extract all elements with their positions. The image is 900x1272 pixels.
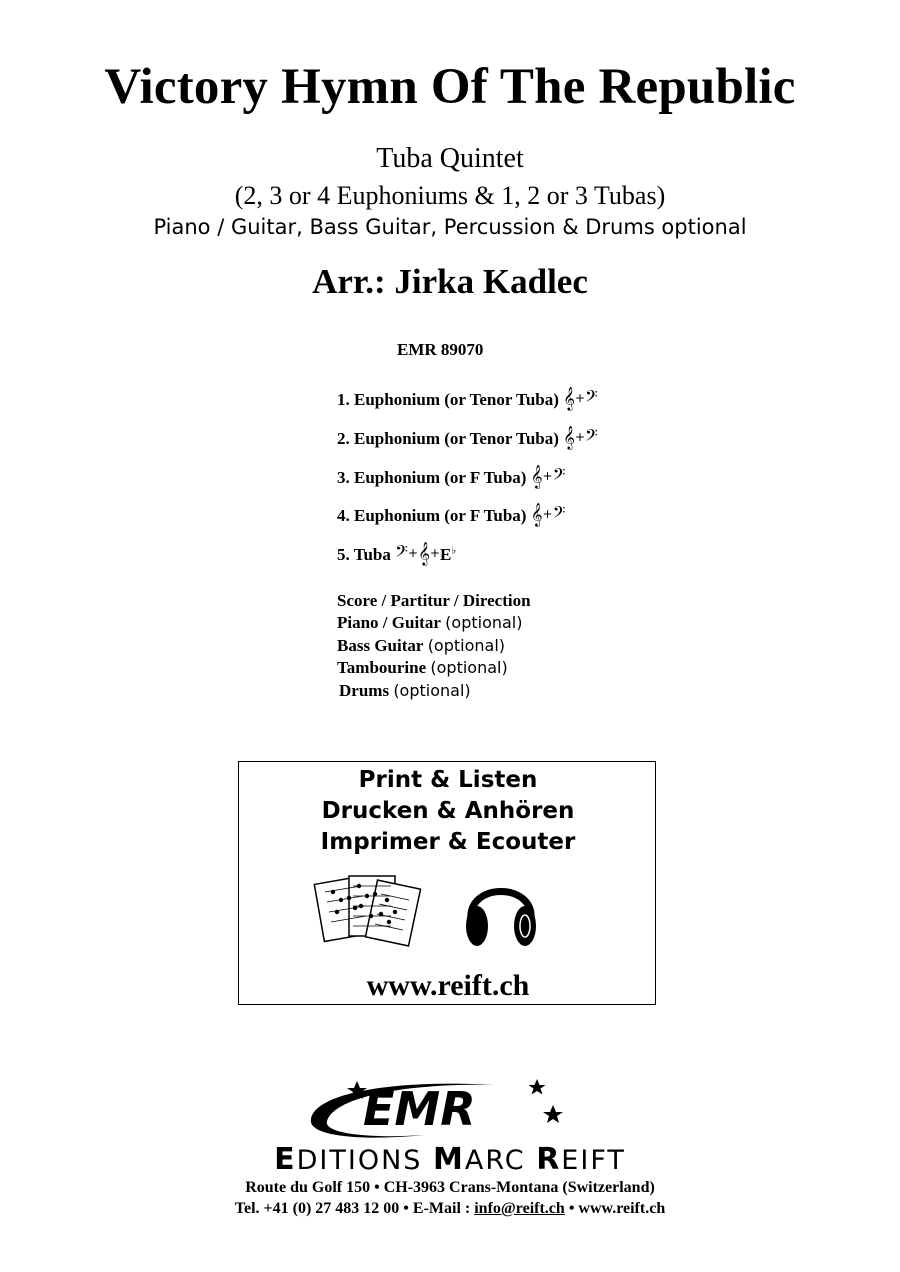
promo-line-german: Drucken & Anhören [321,798,575,824]
promo-line-english: Print & Listen [358,767,538,793]
part-item [337,502,565,526]
treble-clef-icon: 𝄞 [563,386,575,410]
bass-clef-icon: 𝄢 [395,541,409,565]
promo-line-french: Imprimer & Ecouter [320,829,576,855]
website-link[interactable]: www.reift.ch [366,969,530,1002]
plus-sign: + [408,546,419,560]
e-flat-label: E♭ [439,545,457,564]
extra-note: (optional) [427,636,506,655]
publisher-address: Route du Golf 150 • CH-3963 Crans-Montana (Switzerland) [245,1179,655,1196]
extra-item [337,636,505,656]
extra-label: Drums [339,681,390,700]
ensemble-subtitle: Tuba Quintet [376,143,524,174]
part-label: 4. Euphonium (or F Tuba) [337,506,527,525]
part-label: 2. Euphonium (or Tenor Tuba) [337,429,559,448]
bass-clef-icon: 𝄢 [552,464,566,488]
web-suffix: • www.reift.ch [564,1200,666,1217]
part-item [337,541,456,565]
optional-instruments-line: Piano / Guitar, Bass Guitar, Percussion & Drums optional [153,215,747,239]
publisher-contact [0,1200,900,1218]
part-item [337,464,565,488]
extra-label: Tambourine [337,658,427,677]
emr-logo [305,1075,580,1145]
sheet-music-icon [311,870,423,952]
page-title: Victory Hymn Of The Republic [104,59,796,115]
telephone-text: Tel. +41 (0) 27 483 12 00 • E-Mail : [234,1200,475,1217]
extra-item [337,591,531,611]
part-label: 3. Euphonium (or F Tuba) [337,468,527,487]
extra-item [337,613,522,633]
bass-clef-icon: 𝄢 [585,386,598,410]
part-item [337,386,598,410]
plus-sign: + [542,507,553,521]
part-label: 5. Tuba [337,545,391,564]
extra-label: Bass Guitar [337,636,424,655]
extra-item [339,681,471,701]
extra-item [337,658,508,678]
extra-label: Piano / Guitar [337,613,441,632]
extra-label: Score / Partitur / Direction [337,591,531,610]
extra-note: (optional) [445,613,523,632]
publisher-name: EDITIONS MARC REIFT [274,1142,626,1177]
instrumentation-line: (2, 3 or 4 Euphoniums & 1, 2 or 3 Tubas) [234,181,666,210]
arranger-credit: Arr.: Jirka Kadlec [312,262,588,301]
email-link[interactable]: info@reift.ch [474,1200,565,1217]
headphones-icon [461,868,541,952]
catalog-number: EMR 89070 [397,340,484,359]
part-item [337,425,598,449]
treble-clef-icon: 𝄞 [418,541,430,565]
treble-clef-icon: 𝄞 [530,502,543,526]
plus-sign: + [542,469,553,483]
emr-logo-text: EMR [363,1082,476,1136]
part-label: 1. Euphonium (or Tenor Tuba) [337,390,559,409]
plus-sign: + [574,391,586,405]
bass-clef-icon: 𝄢 [552,502,566,526]
plus-sign: + [574,430,586,444]
print-listen-box [238,761,656,1005]
extra-note: (optional) [393,681,471,700]
treble-clef-icon: 𝄞 [563,425,575,449]
plus-sign: + [429,546,440,560]
bass-clef-icon: 𝄢 [585,425,598,449]
treble-clef-icon: 𝄞 [530,464,543,488]
extra-note: (optional) [430,658,508,677]
